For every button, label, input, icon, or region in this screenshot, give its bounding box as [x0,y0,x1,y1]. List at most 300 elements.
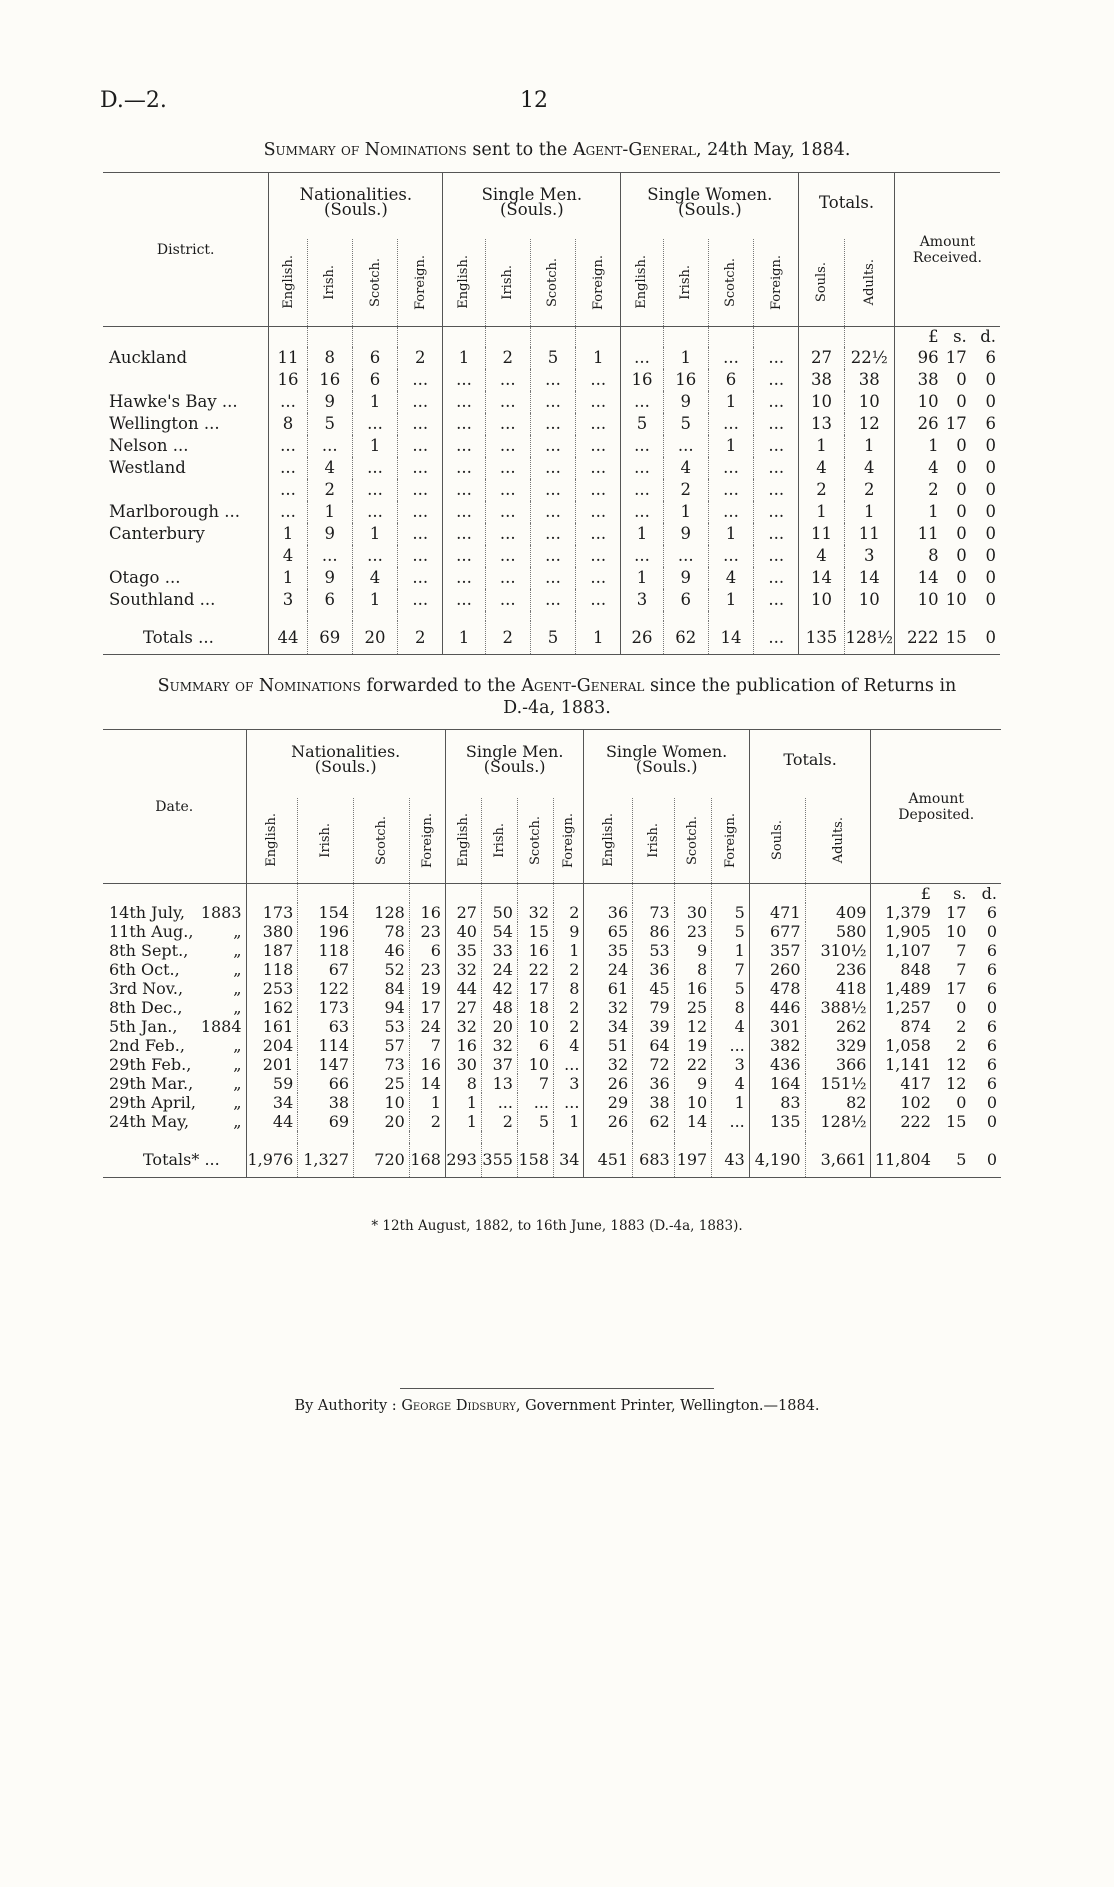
amount-shillings: 17 [946,903,967,922]
table-cell: ... [485,545,530,567]
totals-cell: 43 [712,1143,750,1177]
table-cell: ... [712,1112,750,1131]
column-header [799,239,844,327]
table-cell: 6 [352,347,397,369]
column-header-label: Souls. [813,262,829,303]
totals-row [103,1143,1001,1177]
table-cell: ... [352,457,397,479]
column-header-label: Foreign. [723,812,738,868]
table-cell: 118 [246,960,298,979]
amount-shillings: 2 [956,1017,967,1036]
column-header [445,798,481,884]
table-cell: 128½ [805,1112,871,1131]
table-cell: ... [485,479,530,501]
spacer-cell [307,611,352,621]
footnote: * 12th August, 1882, to 16th June, 1883 (D.-4a, 1883). [371,1218,743,1234]
table-cell: 35 [445,941,481,960]
table-cell: ... [485,391,530,413]
totals-cell: 1 [443,621,485,655]
spacer-cell [871,1131,935,1143]
table-cell: ... [443,457,485,479]
totals-label: Totals* ... [143,1150,220,1170]
table-cell: 1 [554,1112,584,1131]
table-cell: 51 [584,1036,633,1055]
table-cell: 4 [352,567,397,589]
table-cell: 201 [246,1055,298,1074]
spacer-cell [354,884,410,904]
table-cell: 128 [354,903,410,922]
district-name: Canterbury [109,524,205,543]
table-cell: ... [576,589,621,611]
table-cell: 382 [749,1036,805,1055]
table-row [103,501,1000,523]
table-cell: ... [398,523,443,545]
row-year: „ [233,1093,242,1112]
table-cell: 54 [481,922,517,941]
column-header [708,239,753,327]
table-cell: 173 [298,998,354,1017]
table-cell: 12 [674,1017,712,1036]
table-cell: 73 [633,903,675,922]
table-cell: ... [708,413,753,435]
table-cell: 36 [584,903,633,922]
table-cell: ... [708,501,753,523]
table-cell: ... [754,545,799,567]
currency-shillings-label: s. [953,884,967,903]
amount-shillings: 15 [945,627,967,647]
district-name: Auckland [109,348,188,367]
spacer-cell [805,884,871,904]
table-cell: 3 [269,589,307,611]
spacer-cell [517,884,553,904]
column-header [663,239,708,327]
totals-cell: 128½ [844,621,894,655]
table-cell: 53 [633,941,675,960]
spacer-cell [485,327,530,347]
table-cell: ... [754,567,799,589]
table-cell: ... [443,479,485,501]
amount-shillings: 0 [956,546,967,565]
totals-cell: 44 [269,621,307,655]
table-cell: 4 [708,567,753,589]
table-cell: ... [754,369,799,391]
column-header-label: Scotch. [545,257,561,307]
table-cell: 10 [674,1093,712,1112]
spacer-cell [352,327,397,347]
table-cell: ... [554,1093,584,1112]
table-cell: 14 [844,567,894,589]
totals-cell: 158 [517,1143,553,1177]
column-header [307,239,352,327]
column-header [246,798,298,884]
table-cell: 260 [749,960,805,979]
table1-nominations-by-district [103,172,1000,655]
table-cell: 27 [445,998,481,1017]
column-header [749,798,805,884]
table-cell: ... [708,457,753,479]
table-row [103,391,1000,413]
table-cell: 33 [481,941,517,960]
table-cell: 16 [269,369,307,391]
table-cell: 32 [584,1055,633,1074]
table-cell: ... [754,413,799,435]
amount-pounds: 1,107 [871,941,935,960]
amount-pence: 6 [985,348,996,367]
table-cell: 4 [844,457,894,479]
table-cell: 8 [307,347,352,369]
column-header [354,798,410,884]
table-cell: 82 [805,1093,871,1112]
table-cell: 48 [481,998,517,1017]
spacer-cell [584,1131,633,1143]
table-cell: 151½ [805,1074,871,1093]
table-cell: 24 [584,960,633,979]
table-cell: 9 [663,523,708,545]
table-cell: 65 [584,922,633,941]
table-cell: 27 [799,347,844,369]
spacer-cell [708,327,753,347]
amount-pence: 6 [986,941,997,960]
table-cell: 9 [307,391,352,413]
table-cell: 83 [749,1093,805,1112]
table-cell: 5 [712,903,750,922]
table-row [103,1112,1001,1131]
table-cell: ... [352,413,397,435]
table-cell: ... [530,545,575,567]
table-cell: 4 [712,1017,750,1036]
totals-label: Totals ... [143,627,214,647]
table-row [103,922,1001,941]
table-cell: 1 [712,1093,750,1112]
table-cell: ... [621,501,663,523]
table-cell: 154 [298,903,354,922]
spacer-cell [554,884,584,904]
column-header-label: Foreign. [419,812,435,868]
table-cell: 73 [354,1055,410,1074]
amount-pounds: 874 [871,1017,935,1036]
table-cell: ... [530,435,575,457]
table-cell: 1 [269,567,307,589]
district-name: Hawke's Bay ... [109,392,238,411]
amount-pence: 0 [985,370,996,389]
table-cell: 8 [445,1074,481,1093]
column-header [485,239,530,327]
table-cell: ... [530,567,575,589]
table-cell: ... [754,523,799,545]
spacer-cell [754,327,799,347]
column-header [554,798,584,884]
currency-pounds-label: £ [894,327,942,347]
table-cell: 59 [246,1074,298,1093]
amount-shillings: 0 [956,436,967,455]
amount-shillings: 0 [956,458,967,477]
table-cell: 22 [517,960,553,979]
spacer-cell [398,611,443,621]
table-cell: ... [307,545,352,567]
table-cell: 67 [298,960,354,979]
table-cell: 1 [799,501,844,523]
table-cell: 478 [749,979,805,998]
single-women-group-header: Single Women. (Souls.) [584,730,749,798]
amount-pounds: 417 [871,1074,935,1093]
table-cell: ... [554,1055,584,1074]
totals-cell: 451 [584,1143,633,1177]
table-cell: 380 [246,922,298,941]
amount-pounds: 11,804 [871,1143,935,1177]
column-header [517,798,553,884]
spacer-cell [712,884,750,904]
spacer-cell [485,611,530,621]
totals-cell: 69 [307,621,352,655]
column-header [844,239,894,327]
amount-pounds: 1,058 [871,1036,935,1055]
table-cell: 78 [354,922,410,941]
table-cell: 16 [517,941,553,960]
table-cell: 4 [554,1036,584,1055]
amount-shillings: 2 [956,1036,967,1055]
currency-shillings-label: s. [953,327,967,347]
table-cell: 6 [708,369,753,391]
table-cell: 26 [584,1074,633,1093]
table-cell: 94 [354,998,410,1017]
totals-cell: 20 [352,621,397,655]
table-cell: 1 [799,435,844,457]
amount-shillings: 0 [956,502,967,521]
table-cell: ... [269,479,307,501]
table-cell: ... [530,369,575,391]
amount-pence: 0 [986,1093,997,1112]
column-header-label: Foreign. [412,254,428,310]
amount-shillings: 0 [956,480,967,499]
amount-pence: 0 [985,458,996,477]
table-cell: ... [621,391,663,413]
table-cell: 471 [749,903,805,922]
spacer-cell [663,327,708,347]
table-cell: 1 [445,1112,481,1131]
table-cell: 1 [708,391,753,413]
table-cell: 10 [844,391,894,413]
table-cell: 1 [409,1093,445,1112]
table-cell: 253 [246,979,298,998]
column-header-label: Irish. [491,822,507,858]
table-row [103,979,1001,998]
table-cell: 38 [298,1093,354,1112]
spacer-cell [749,1131,805,1143]
spacer-cell [674,884,712,904]
spacer-cell [443,327,485,347]
table-cell: 32 [584,998,633,1017]
table-cell: 29 [584,1093,633,1112]
table-cell: 9 [307,523,352,545]
table-cell: 30 [445,1055,481,1074]
table-cell: ... [443,545,485,567]
table-cell: 1 [844,501,894,523]
date-header: Date. [155,798,194,815]
table-cell: 8 [269,413,307,435]
table-cell: 23 [674,922,712,941]
table-cell: 32 [517,903,553,922]
table-cell: 122 [298,979,354,998]
table-cell: ... [485,567,530,589]
table-cell: 37 [481,1055,517,1074]
table1-title: Summary of Nominations sent to the Agent-General, 24th May, 1884. [263,140,851,160]
table-cell: ... [621,457,663,479]
table-row [103,960,1001,979]
column-header-label: Irish. [678,264,694,300]
spacer-cell [445,1131,481,1143]
table-cell: 1 [443,347,485,369]
table-row [103,589,1000,611]
table-cell: ... [754,589,799,611]
spacer-cell [749,884,805,904]
table-cell: ... [398,567,443,589]
amount-pence: 0 [985,524,996,543]
amount-pence: 0 [985,627,996,647]
table-cell: 11 [269,347,307,369]
table-cell: 46 [354,941,410,960]
table-row [103,413,1000,435]
column-header [352,239,397,327]
table-cell: 14 [409,1074,445,1093]
row-date: 8th Sept., [109,941,189,960]
row-date: 2nd Feb., [109,1036,185,1055]
table-cell: 1 [708,435,753,457]
column-header-label: Scotch. [527,815,543,865]
table-cell: ... [485,501,530,523]
table-cell: 366 [805,1055,871,1074]
table-cell: ... [621,545,663,567]
table-cell: 38 [844,369,894,391]
table-cell: 23 [409,960,445,979]
table-cell: 1 [269,523,307,545]
table-cell: 34 [584,1017,633,1036]
page-number: 12 [520,88,548,113]
table-cell: 9 [674,941,712,960]
table-row [103,998,1001,1017]
spacer-cell [103,1131,197,1143]
amount-pence: 0 [985,568,996,587]
column-header-label: Scotch. [373,815,389,865]
spacer-cell [621,327,663,347]
column-header-label: Irish. [322,264,338,300]
spacer-cell [712,1131,750,1143]
amount-pounds: 10 [894,589,942,611]
table-cell: ... [576,523,621,545]
amount-pounds: 1,905 [871,922,935,941]
table-cell: 62 [633,1112,675,1131]
amount-shillings: 7 [956,960,967,979]
table-cell: ... [754,347,799,369]
column-header-label: Souls. [769,820,785,861]
amount-shillings: 15 [946,1112,967,1131]
table-cell: 1 [621,567,663,589]
table-cell: 32 [445,1017,481,1036]
table-cell: 7 [517,1074,553,1093]
spacer-cell [269,327,307,347]
table-cell: ... [530,501,575,523]
column-header [398,239,443,327]
table-cell: 2 [799,479,844,501]
table-cell: ... [530,523,575,545]
table-cell: ... [398,479,443,501]
amount-shillings: 0 [956,568,967,587]
spacer-cell [799,327,844,347]
table-cell: ... [485,457,530,479]
spacer-cell [352,611,397,621]
table-cell: 39 [633,1017,675,1036]
amount-deposited-header: Amount Deposited. [871,730,1001,884]
table-cell: 4 [799,457,844,479]
table-cell: ... [443,391,485,413]
single-men-group-header: Single Men. (Souls.) [445,730,584,798]
column-header-label: Foreign. [561,812,577,868]
table-cell: 5 [663,413,708,435]
amount-pence: 6 [985,414,996,433]
table-cell: 236 [805,960,871,979]
column-header [576,239,621,327]
amount-shillings: 17 [945,348,967,367]
table-cell: 69 [298,1112,354,1131]
table2-title: Summary of Nominations forwarded to the Agent-General since the publication of Returns in [157,676,957,696]
column-header [298,798,354,884]
spacer-cell [554,1131,584,1143]
table-cell: 7 [409,1036,445,1055]
table-cell: 24 [409,1017,445,1036]
amount-shillings: 0 [956,392,967,411]
amount-pounds: 1,489 [871,979,935,998]
table-cell: 436 [749,1055,805,1074]
table-cell: ... [398,457,443,479]
spacer-cell [445,884,481,904]
totals-cell: 1,327 [298,1143,354,1177]
table-cell: 1 [708,523,753,545]
table-cell: 72 [633,1055,675,1074]
amount-pence: 0 [985,590,996,609]
totals-cell: 3,661 [805,1143,871,1177]
table-cell: 9 [663,391,708,413]
table-cell: ... [485,523,530,545]
table-cell: 5 [712,922,750,941]
table-cell: 6 [663,589,708,611]
table-cell: 5 [307,413,352,435]
table-cell: ... [398,435,443,457]
table-cell: 16 [409,903,445,922]
spacer-cell [663,611,708,621]
spacer-cell [409,1131,445,1143]
row-date: 24th May, [109,1112,190,1131]
amount-shillings: 7 [956,941,967,960]
table-cell: 114 [298,1036,354,1055]
table-cell: 2 [398,347,443,369]
table-cell: ... [708,347,753,369]
page-code: D.—2. [100,88,167,113]
table-cell: 1 [352,523,397,545]
table-cell: 161 [246,1017,298,1036]
table-cell: ... [576,545,621,567]
district-name: Wellington ... [109,414,220,433]
currency-pence-label: d. [980,327,996,347]
amount-pence: 0 [986,922,997,941]
column-header-label: Foreign. [590,254,606,310]
table-row [103,523,1000,545]
table-cell: 1 [708,589,753,611]
table-cell: 14 [674,1112,712,1131]
row-year: „ [233,1036,242,1055]
table-row [103,941,1001,960]
table-cell: 10 [354,1093,410,1112]
table-cell: ... [352,479,397,501]
table-cell: 2 [844,479,894,501]
